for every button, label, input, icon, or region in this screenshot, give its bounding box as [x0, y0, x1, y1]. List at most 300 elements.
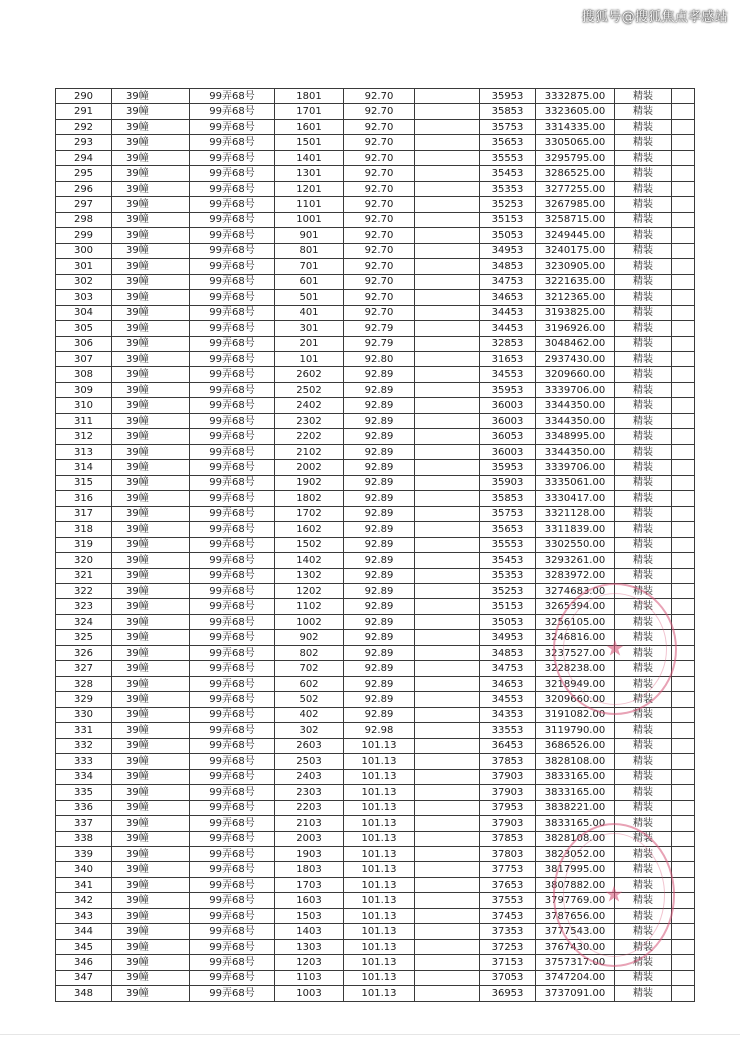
cell-decoration: 精装 — [615, 692, 672, 707]
cell-unit-price: 34953 — [480, 243, 536, 258]
cell-room: 1301 — [275, 166, 344, 181]
cell-total-price: 3267985.00 — [536, 197, 615, 212]
cell-room: 2503 — [275, 754, 344, 769]
cell-blank-tail — [672, 274, 695, 289]
cell-blank — [415, 645, 480, 660]
table-row — [56, 274, 695, 289]
cell-room: 1101 — [275, 197, 344, 212]
cell-room: 1402 — [275, 553, 344, 568]
cell-blank-tail — [672, 351, 695, 366]
cell-room: 702 — [275, 661, 344, 676]
cell-building: 39幢 — [112, 692, 190, 707]
cell-unit-price: 35353 — [480, 568, 536, 583]
cell-seq: 347 — [56, 970, 112, 985]
cell-blank-tail — [672, 181, 695, 196]
cell-building: 39幢 — [112, 243, 190, 258]
cell-total-price: 3314335.00 — [536, 119, 615, 134]
cell-building: 39幢 — [112, 104, 190, 119]
table-row — [56, 398, 695, 413]
cell-room: 201 — [275, 336, 344, 351]
cell-blank — [415, 537, 480, 552]
cell-blank-tail — [672, 754, 695, 769]
cell-decoration: 精装 — [615, 676, 672, 691]
cell-area: 92.89 — [344, 429, 415, 444]
cell-blank-tail — [672, 692, 695, 707]
cell-total-price: 3230905.00 — [536, 259, 615, 274]
cell-blank — [415, 816, 480, 831]
table-row — [56, 243, 695, 258]
cell-blank — [415, 212, 480, 227]
cell-unit-price: 35153 — [480, 599, 536, 614]
cell-address: 99弄68号 — [190, 568, 275, 583]
cell-seq: 303 — [56, 290, 112, 305]
cell-room: 1001 — [275, 212, 344, 227]
cell-total-price: 3302550.00 — [536, 537, 615, 552]
cell-total-price: 3218949.00 — [536, 676, 615, 691]
cell-room: 601 — [275, 274, 344, 289]
cell-area: 92.89 — [344, 537, 415, 552]
table-row — [56, 382, 695, 397]
cell-building: 39幢 — [112, 599, 190, 614]
cell-decoration: 精装 — [615, 398, 672, 413]
cell-area: 92.89 — [344, 460, 415, 475]
cell-blank-tail — [672, 382, 695, 397]
cell-unit-price: 37853 — [480, 831, 536, 846]
cell-address: 99弄68号 — [190, 831, 275, 846]
cell-seq: 300 — [56, 243, 112, 258]
cell-decoration: 精装 — [615, 816, 672, 831]
cell-decoration: 精装 — [615, 506, 672, 521]
cell-area: 101.13 — [344, 877, 415, 892]
cell-total-price: 3193825.00 — [536, 305, 615, 320]
cell-area: 101.13 — [344, 800, 415, 815]
cell-address: 99弄68号 — [190, 243, 275, 258]
cell-room: 2403 — [275, 769, 344, 784]
cell-unit-price: 34453 — [480, 305, 536, 320]
cell-decoration: 精装 — [615, 243, 672, 258]
cell-unit-price: 37053 — [480, 970, 536, 985]
cell-address: 99弄68号 — [190, 382, 275, 397]
seal-star-icon: ★ — [604, 882, 624, 908]
table-row — [56, 754, 695, 769]
cell-total-price: 3209660.00 — [536, 692, 615, 707]
cell-unit-price: 35903 — [480, 475, 536, 490]
cell-building: 39幢 — [112, 398, 190, 413]
cell-blank — [415, 506, 480, 521]
cell-blank — [415, 568, 480, 583]
cell-building: 39幢 — [112, 893, 190, 908]
cell-total-price: 3323605.00 — [536, 104, 615, 119]
cell-address: 99弄68号 — [190, 846, 275, 861]
cell-room: 1703 — [275, 877, 344, 892]
cell-building: 39幢 — [112, 89, 190, 104]
cell-area: 101.13 — [344, 939, 415, 954]
cell-room: 2402 — [275, 398, 344, 413]
cell-decoration: 精装 — [615, 584, 672, 599]
cell-blank-tail — [672, 119, 695, 134]
cell-total-price: 3833165.00 — [536, 816, 615, 831]
cell-area: 92.70 — [344, 305, 415, 320]
cell-area: 92.80 — [344, 351, 415, 366]
cell-blank — [415, 939, 480, 954]
cell-building: 39幢 — [112, 135, 190, 150]
cell-unit-price: 35953 — [480, 89, 536, 104]
cell-unit-price: 37553 — [480, 893, 536, 908]
cell-unit-price: 37903 — [480, 785, 536, 800]
cell-blank — [415, 846, 480, 861]
cell-blank-tail — [672, 924, 695, 939]
table-row — [56, 135, 695, 150]
cell-decoration: 精装 — [615, 150, 672, 165]
cell-seq: 301 — [56, 259, 112, 274]
cell-blank-tail — [672, 862, 695, 877]
cell-seq: 335 — [56, 785, 112, 800]
cell-blank — [415, 150, 480, 165]
cell-seq: 319 — [56, 537, 112, 552]
cell-address: 99弄68号 — [190, 305, 275, 320]
table-row — [56, 460, 695, 475]
cell-blank — [415, 676, 480, 691]
cell-seq: 311 — [56, 413, 112, 428]
cell-address: 99弄68号 — [190, 135, 275, 150]
cell-area: 92.89 — [344, 444, 415, 459]
cell-building: 39幢 — [112, 460, 190, 475]
cell-seq: 323 — [56, 599, 112, 614]
cell-area: 101.13 — [344, 738, 415, 753]
cell-blank — [415, 429, 480, 444]
cell-room: 1002 — [275, 614, 344, 629]
cell-address: 99弄68号 — [190, 537, 275, 552]
cell-total-price: 3295795.00 — [536, 150, 615, 165]
cell-unit-price: 35553 — [480, 150, 536, 165]
cell-decoration: 精装 — [615, 707, 672, 722]
cell-decoration: 精装 — [615, 986, 672, 1001]
cell-blank-tail — [672, 955, 695, 970]
table-row — [56, 738, 695, 753]
cell-area: 101.13 — [344, 955, 415, 970]
cell-decoration: 精装 — [615, 877, 672, 892]
table-row — [56, 104, 695, 119]
cell-blank — [415, 413, 480, 428]
cell-building: 39幢 — [112, 181, 190, 196]
cell-building: 39幢 — [112, 491, 190, 506]
cell-seq: 336 — [56, 800, 112, 815]
cell-unit-price: 35053 — [480, 614, 536, 629]
cell-address: 99弄68号 — [190, 336, 275, 351]
cell-area: 92.70 — [344, 135, 415, 150]
cell-blank-tail — [672, 800, 695, 815]
cell-blank-tail — [672, 336, 695, 351]
cell-unit-price: 35353 — [480, 181, 536, 196]
cell-blank-tail — [672, 816, 695, 831]
cell-address: 99弄68号 — [190, 460, 275, 475]
cell-total-price: 3686526.00 — [536, 738, 615, 753]
cell-address: 99弄68号 — [190, 800, 275, 815]
cell-seq: 325 — [56, 630, 112, 645]
cell-building: 39幢 — [112, 553, 190, 568]
cell-total-price: 3828108.00 — [536, 754, 615, 769]
cell-address: 99弄68号 — [190, 645, 275, 660]
cell-area: 92.89 — [344, 553, 415, 568]
cell-area: 92.98 — [344, 723, 415, 738]
cell-area: 92.89 — [344, 692, 415, 707]
cell-area: 101.13 — [344, 769, 415, 784]
cell-room: 1803 — [275, 862, 344, 877]
cell-unit-price: 34753 — [480, 661, 536, 676]
cell-building: 39幢 — [112, 150, 190, 165]
cell-decoration: 精装 — [615, 135, 672, 150]
cell-total-price: 3283972.00 — [536, 568, 615, 583]
table-row — [56, 769, 695, 784]
cell-area: 101.13 — [344, 970, 415, 985]
table-row — [56, 119, 695, 134]
table-row — [56, 228, 695, 243]
cell-room: 1102 — [275, 599, 344, 614]
cell-decoration: 精装 — [615, 553, 672, 568]
cell-blank — [415, 754, 480, 769]
cell-total-price: 3321128.00 — [536, 506, 615, 521]
cell-blank — [415, 119, 480, 134]
cell-blank-tail — [672, 429, 695, 444]
cell-building: 39幢 — [112, 413, 190, 428]
table-row — [56, 413, 695, 428]
cell-total-price: 3807882.00 — [536, 877, 615, 892]
cell-unit-price: 35953 — [480, 460, 536, 475]
cell-unit-price: 36003 — [480, 444, 536, 459]
cell-seq: 299 — [56, 228, 112, 243]
cell-building: 39幢 — [112, 908, 190, 923]
cell-seq: 304 — [56, 305, 112, 320]
cell-room: 1003 — [275, 986, 344, 1001]
cell-unit-price: 35653 — [480, 522, 536, 537]
cell-room: 402 — [275, 707, 344, 722]
cell-blank — [415, 831, 480, 846]
cell-total-price: 3286525.00 — [536, 166, 615, 181]
cell-total-price: 3221635.00 — [536, 274, 615, 289]
cell-building: 39幢 — [112, 305, 190, 320]
cell-room: 2102 — [275, 444, 344, 459]
cell-blank — [415, 553, 480, 568]
cell-area: 92.70 — [344, 197, 415, 212]
table-row — [56, 351, 695, 366]
cell-decoration: 精装 — [615, 119, 672, 134]
cell-building: 39幢 — [112, 707, 190, 722]
cell-address: 99弄68号 — [190, 475, 275, 490]
cell-seq: 341 — [56, 877, 112, 892]
cell-building: 39幢 — [112, 367, 190, 382]
cell-building: 39幢 — [112, 506, 190, 521]
table-row — [56, 321, 695, 336]
cell-total-price: 3344350.00 — [536, 413, 615, 428]
cell-address: 99弄68号 — [190, 119, 275, 134]
cell-address: 99弄68号 — [190, 908, 275, 923]
cell-building: 39幢 — [112, 614, 190, 629]
cell-building: 39幢 — [112, 475, 190, 490]
cell-blank — [415, 877, 480, 892]
cell-decoration: 精装 — [615, 197, 672, 212]
cell-room: 2103 — [275, 816, 344, 831]
cell-address: 99弄68号 — [190, 491, 275, 506]
cell-room: 301 — [275, 321, 344, 336]
cell-room: 2203 — [275, 800, 344, 815]
cell-room: 101 — [275, 351, 344, 366]
cell-total-price: 2937430.00 — [536, 351, 615, 366]
table-row — [56, 491, 695, 506]
cell-unit-price: 35453 — [480, 166, 536, 181]
cell-decoration: 精装 — [615, 862, 672, 877]
cell-blank — [415, 305, 480, 320]
cell-area: 92.89 — [344, 630, 415, 645]
cell-seq: 291 — [56, 104, 112, 119]
cell-total-price: 3339706.00 — [536, 460, 615, 475]
cell-decoration: 精装 — [615, 568, 672, 583]
cell-area: 101.13 — [344, 785, 415, 800]
cell-blank-tail — [672, 150, 695, 165]
cell-area: 92.70 — [344, 89, 415, 104]
cell-total-price: 3767430.00 — [536, 939, 615, 954]
cell-seq: 321 — [56, 568, 112, 583]
cell-unit-price: 35553 — [480, 537, 536, 552]
cell-address: 99弄68号 — [190, 599, 275, 614]
cell-blank-tail — [672, 398, 695, 413]
cell-unit-price: 35653 — [480, 135, 536, 150]
table-row — [56, 166, 695, 181]
cell-room: 1801 — [275, 89, 344, 104]
cell-area: 101.13 — [344, 816, 415, 831]
official-seal-upper — [553, 583, 677, 715]
cell-address: 99弄68号 — [190, 862, 275, 877]
cell-seq: 316 — [56, 491, 112, 506]
cell-building: 39幢 — [112, 429, 190, 444]
cell-seq: 343 — [56, 908, 112, 923]
cell-building: 39幢 — [112, 228, 190, 243]
cell-decoration: 精装 — [615, 939, 672, 954]
table-row — [56, 800, 695, 815]
cell-building: 39幢 — [112, 166, 190, 181]
cell-blank — [415, 259, 480, 274]
cell-total-price: 3797769.00 — [536, 893, 615, 908]
cell-building: 39幢 — [112, 738, 190, 753]
cell-building: 39幢 — [112, 444, 190, 459]
cell-address: 99弄68号 — [190, 661, 275, 676]
cell-unit-price: 37253 — [480, 939, 536, 954]
table-row — [56, 259, 695, 274]
cell-seq: 348 — [56, 986, 112, 1001]
cell-total-price: 3348995.00 — [536, 429, 615, 444]
cell-building: 39幢 — [112, 676, 190, 691]
cell-decoration: 精装 — [615, 831, 672, 846]
cell-blank — [415, 166, 480, 181]
cell-blank — [415, 367, 480, 382]
cell-seq: 292 — [56, 119, 112, 134]
cell-total-price: 3256105.00 — [536, 614, 615, 629]
cell-seq: 322 — [56, 584, 112, 599]
cell-room: 1502 — [275, 537, 344, 552]
cell-unit-price: 34853 — [480, 259, 536, 274]
cell-address: 99弄68号 — [190, 924, 275, 939]
cell-address: 99弄68号 — [190, 444, 275, 459]
cell-total-price: 3339706.00 — [536, 382, 615, 397]
table-row — [56, 475, 695, 490]
cell-total-price: 3048462.00 — [536, 336, 615, 351]
cell-area: 92.89 — [344, 645, 415, 660]
cell-room: 1902 — [275, 475, 344, 490]
cell-address: 99弄68号 — [190, 893, 275, 908]
cell-room: 2302 — [275, 413, 344, 428]
cell-decoration: 精装 — [615, 738, 672, 753]
cell-seq: 344 — [56, 924, 112, 939]
cell-unit-price: 33553 — [480, 723, 536, 738]
cell-blank — [415, 460, 480, 475]
table-row — [56, 150, 695, 165]
cell-blank — [415, 970, 480, 985]
cell-area: 92.89 — [344, 707, 415, 722]
cell-decoration: 精装 — [615, 723, 672, 738]
cell-address: 99弄68号 — [190, 166, 275, 181]
cell-blank-tail — [672, 135, 695, 150]
cell-seq: 328 — [56, 676, 112, 691]
cell-building: 39幢 — [112, 119, 190, 134]
cell-blank-tail — [672, 444, 695, 459]
cell-room: 1403 — [275, 924, 344, 939]
cell-total-price: 3191082.00 — [536, 707, 615, 722]
cell-blank-tail — [672, 939, 695, 954]
cell-blank-tail — [672, 707, 695, 722]
cell-unit-price: 37903 — [480, 816, 536, 831]
cell-decoration: 精装 — [615, 955, 672, 970]
cell-total-price: 3757317.00 — [536, 955, 615, 970]
table-row — [56, 429, 695, 444]
cell-blank-tail — [672, 584, 695, 599]
cell-seq: 315 — [56, 475, 112, 490]
cell-total-price: 3249445.00 — [536, 228, 615, 243]
cell-total-price: 3246816.00 — [536, 630, 615, 645]
cell-blank — [415, 692, 480, 707]
cell-blank — [415, 135, 480, 150]
cell-address: 99弄68号 — [190, 197, 275, 212]
cell-blank — [415, 444, 480, 459]
cell-blank — [415, 908, 480, 923]
cell-decoration: 精装 — [615, 630, 672, 645]
cell-unit-price: 35253 — [480, 584, 536, 599]
cell-seq: 332 — [56, 738, 112, 753]
cell-seq: 296 — [56, 181, 112, 196]
cell-room: 401 — [275, 305, 344, 320]
cell-blank — [415, 630, 480, 645]
cell-unit-price: 34953 — [480, 630, 536, 645]
cell-area: 92.70 — [344, 119, 415, 134]
cell-blank-tail — [672, 877, 695, 892]
table-row — [56, 553, 695, 568]
seal-star-icon: ★ — [605, 636, 625, 662]
cell-total-price: 3311839.00 — [536, 522, 615, 537]
cell-building: 39幢 — [112, 800, 190, 815]
cell-decoration: 精装 — [615, 290, 672, 305]
cell-room: 1601 — [275, 119, 344, 134]
cell-blank — [415, 321, 480, 336]
cell-room: 1802 — [275, 491, 344, 506]
cell-area: 92.89 — [344, 398, 415, 413]
cell-decoration: 精装 — [615, 212, 672, 227]
cell-room: 2002 — [275, 460, 344, 475]
cell-decoration: 精装 — [615, 661, 672, 676]
cell-building: 39幢 — [112, 939, 190, 954]
cell-area: 92.89 — [344, 568, 415, 583]
cell-seq: 329 — [56, 692, 112, 707]
cell-unit-price: 36003 — [480, 398, 536, 413]
table-row — [56, 785, 695, 800]
cell-seq: 339 — [56, 846, 112, 861]
